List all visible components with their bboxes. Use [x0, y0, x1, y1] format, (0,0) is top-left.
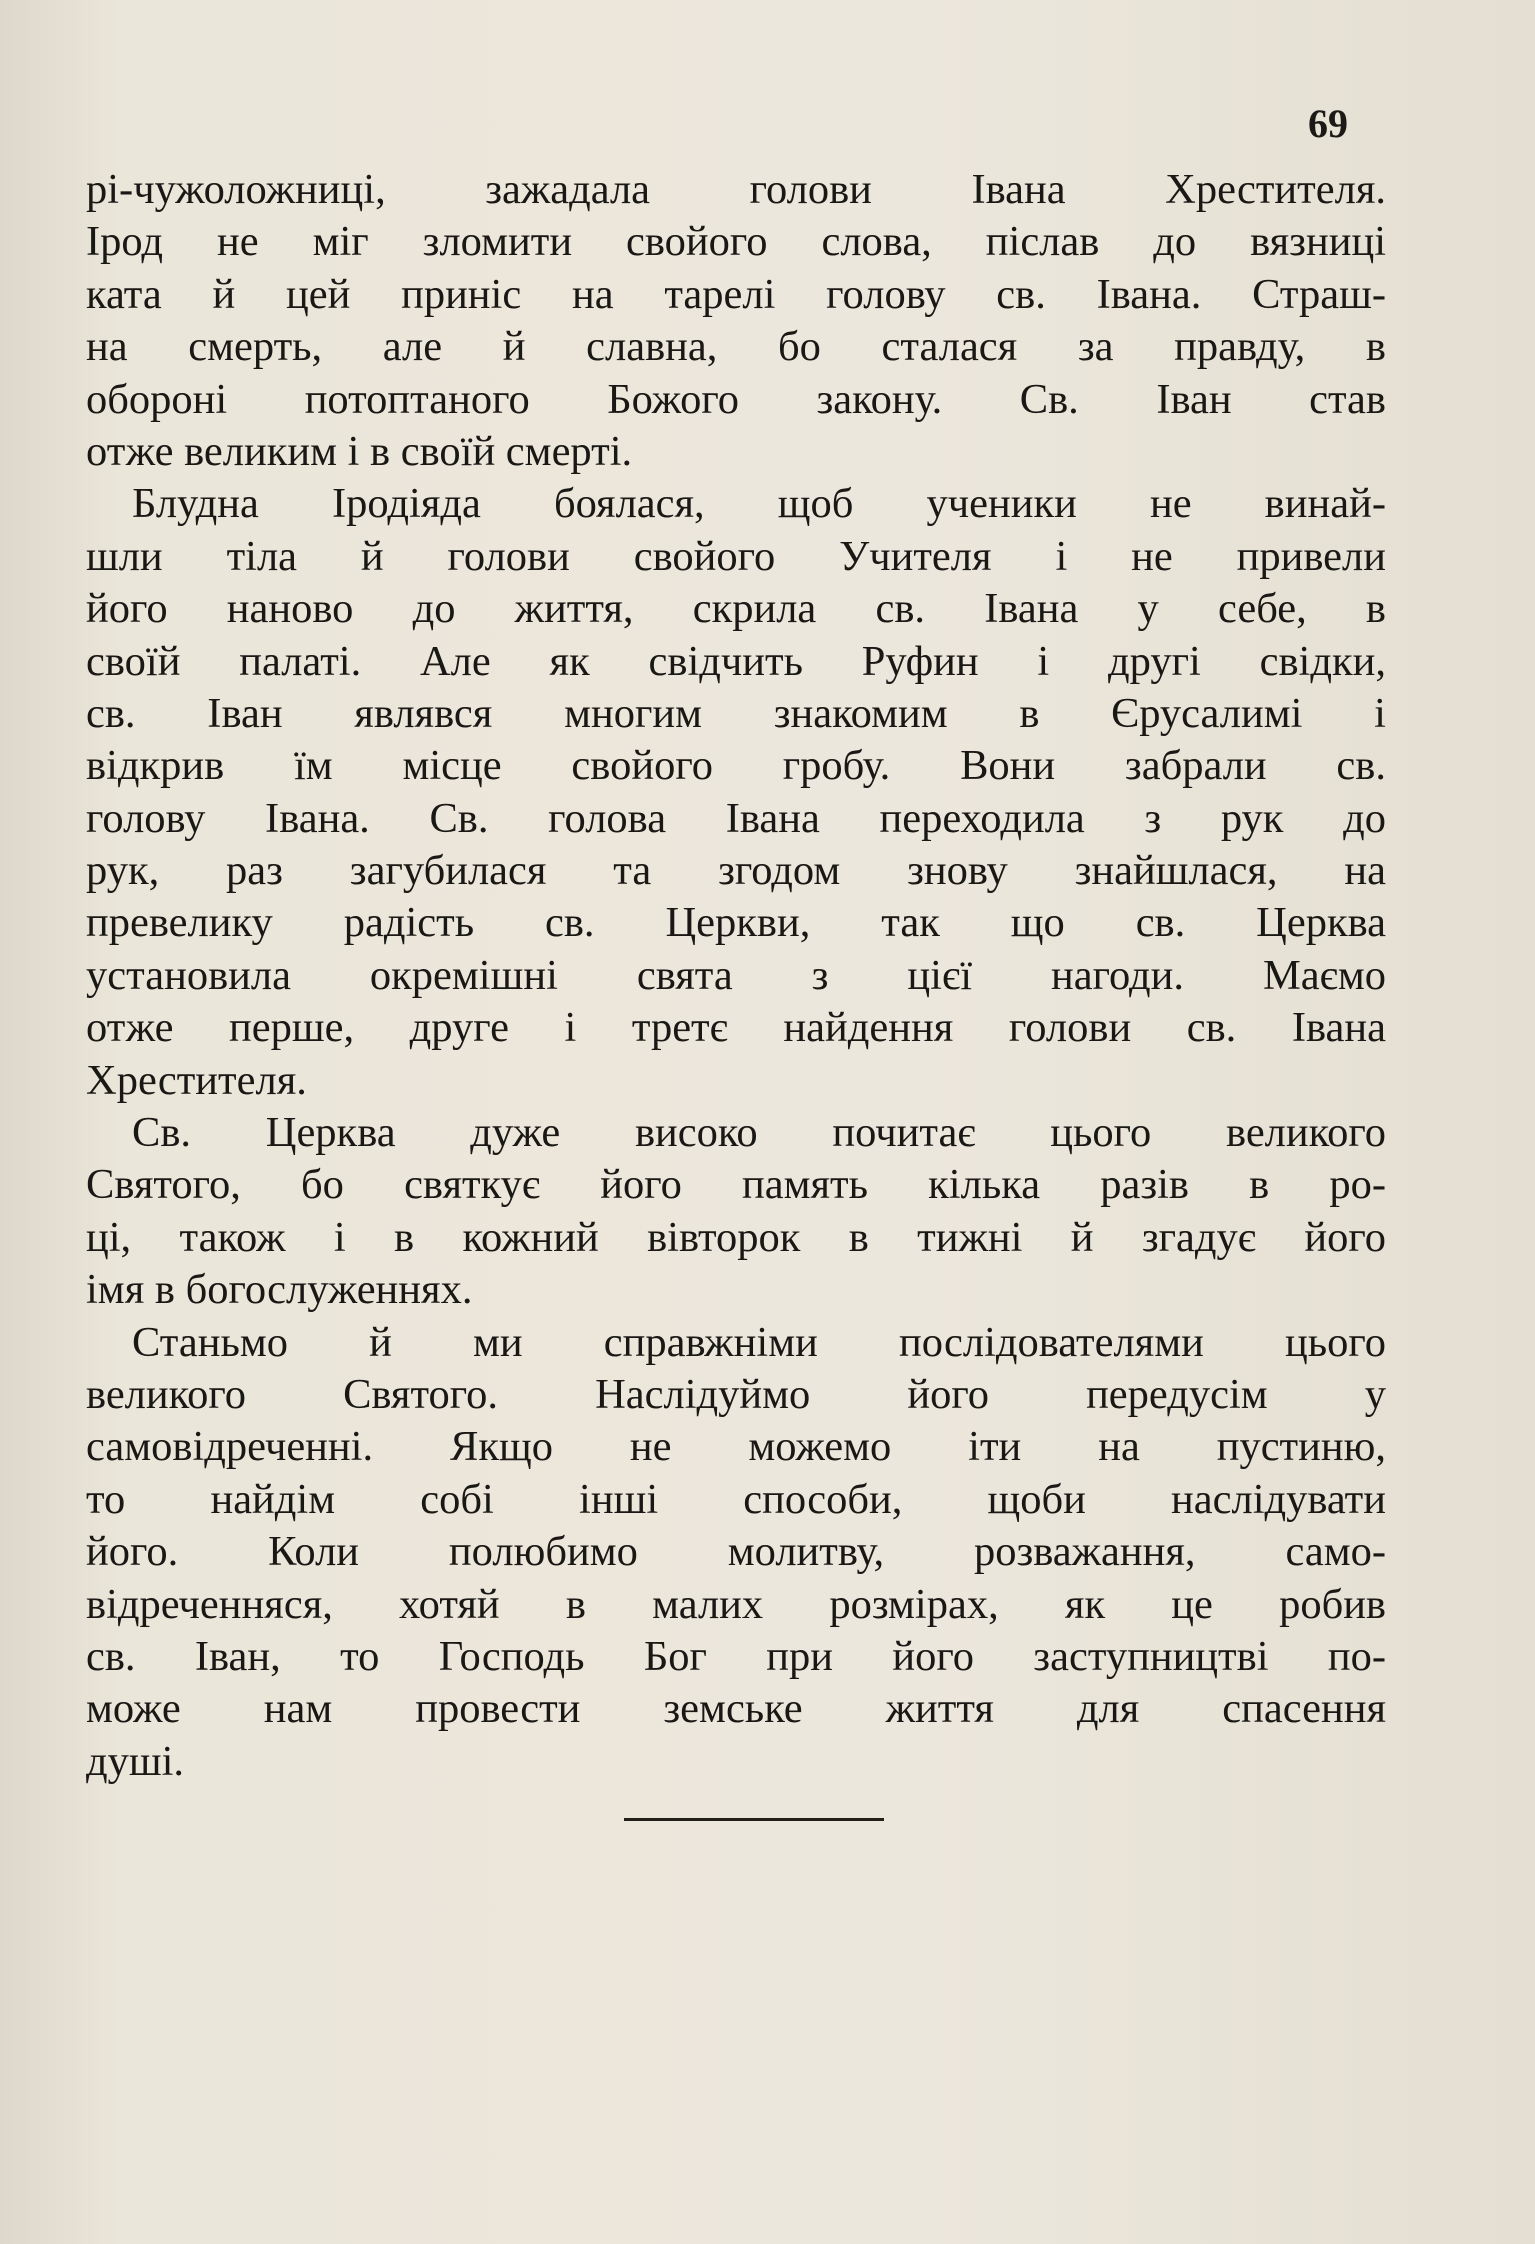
text-line: його наново до життя, скрила св. Івана у себе, в: [86, 585, 1386, 633]
text-line: рук, раз загубилася та згодом знову знайшлася, на: [86, 847, 1386, 895]
page-number: 69: [1308, 101, 1348, 146]
text-line: імя в богослуженнях.: [86, 1266, 473, 1314]
text-line: св. Іван, то Господь Бог при його заступництві по-: [86, 1632, 1386, 1680]
text-line: превелику радість св. Церкви, так що св. Церква: [86, 899, 1386, 947]
text-line: Блудна Іродіяда боялася, щоб ученики не винай-: [132, 480, 1386, 528]
text-line: відкрив їм місце свойого гробу. Вони забрали св.: [86, 742, 1386, 790]
text-line: отже перше, друге і третє найдення голови св. Івана: [86, 1004, 1386, 1052]
text-line: великого Святого. Наслідуймо його передусім у: [86, 1370, 1386, 1418]
body-text: [86, 164, 1386, 1788]
text-line: отже великим і в своїй смерті.: [86, 427, 633, 475]
text-line: голову Івана. Св. голова Івана переходила з рук до: [86, 794, 1386, 842]
text-line: Станьмо й ми справжніми послідователями цього: [132, 1318, 1386, 1366]
text-line: самовідреченні. Якщо не можемо іти на пустиню,: [86, 1423, 1386, 1471]
text-line: Св. Церква дуже високо почитає цього великого: [132, 1109, 1386, 1157]
text-line: рі-чужоложниці, зажадала голови Івана Хрестителя.: [86, 166, 1386, 213]
text-line: ці, також і в кожний вівторок в тижні й згадує його: [86, 1213, 1386, 1261]
text-line: його. Коли полюбимо молитву, розважання, само-: [86, 1528, 1386, 1576]
text-line: може нам провести земське життя для спасення: [86, 1685, 1386, 1733]
text-line: Ірод не міг зломити свойого слова, післав до вязниці: [86, 218, 1386, 266]
text-line: відреченняся, хотяй в малих розмірах, як це робив: [86, 1580, 1386, 1628]
text-line: ката й цей приніс на тарелі голову св. Івана. Страш-: [86, 270, 1386, 318]
text-line: на смерть, але й славна, бо сталася за правду, в: [86, 323, 1386, 371]
text-line: установила окремішні свята з цієї нагоди. Маємо: [86, 951, 1386, 999]
end-rule: [624, 1818, 884, 1821]
text-line: св. Іван являвся многим знакомим в Єрусалимі і: [86, 689, 1386, 737]
text-line: Хрестителя.: [86, 1056, 307, 1104]
text-line: шли тіла й голови свойого Учителя і не привели: [86, 532, 1386, 580]
text-line: то найдім собі інші способи, щоби наслідувати: [86, 1475, 1386, 1523]
text-line: своїй палаті. Але як свідчить Руфин і другі свідки,: [86, 637, 1386, 685]
text-line: обороні потоптаного Божого закону. Св. Іван став: [86, 375, 1386, 423]
text-line: Святого, бо святкує його память кілька разів в ро-: [86, 1161, 1386, 1209]
text-line: душі.: [86, 1737, 185, 1785]
